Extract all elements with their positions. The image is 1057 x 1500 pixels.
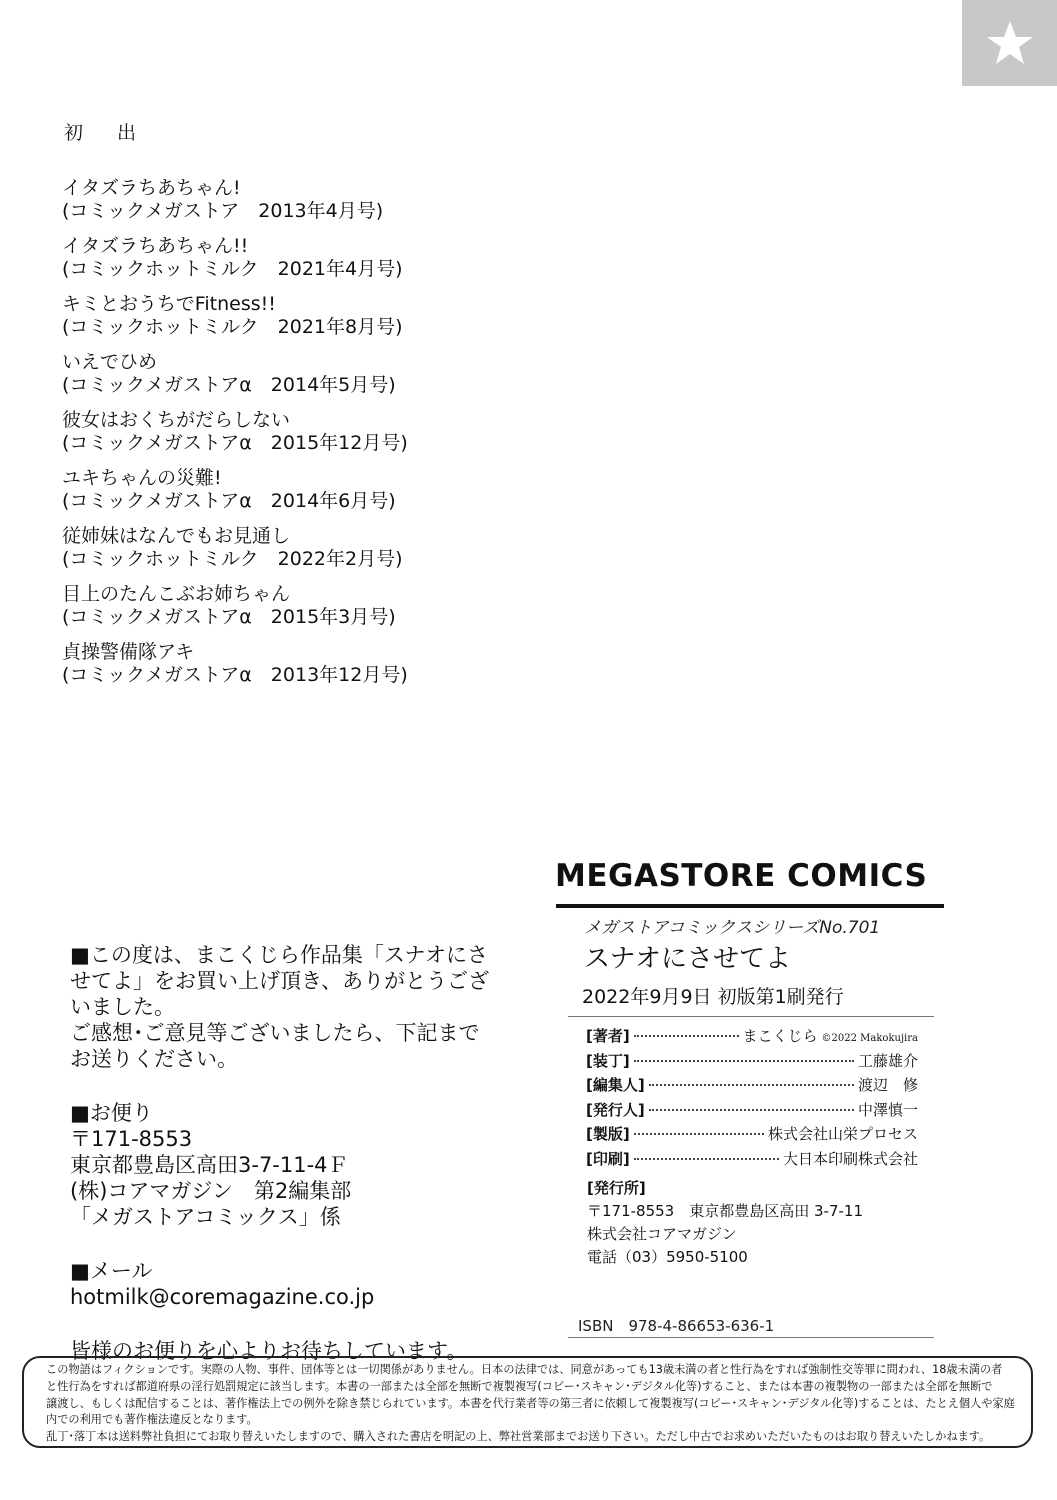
credit-row — [586, 1074, 918, 1099]
leader-dots — [634, 1133, 764, 1135]
leader-dots — [649, 1109, 854, 1111]
notice-line: 内での利用でも著作権法違反となります。 — [46, 1413, 258, 1427]
list-item — [62, 293, 408, 351]
work-source: (コミックメガストアα 2014年5月号) — [62, 374, 396, 396]
leader-dots — [649, 1084, 854, 1086]
credits-list — [586, 1025, 918, 1172]
credits-divider — [568, 1016, 934, 1017]
publisher-phone: 電話（03）5950-5100 — [587, 1248, 748, 1266]
publisher-company: 株式会社コアマガジン — [587, 1225, 737, 1243]
work-source: (コミックメガストアα 2013年12月号) — [62, 664, 408, 686]
leader-dots — [634, 1060, 854, 1062]
thanks-line: いました。 — [70, 995, 175, 1019]
email-heading: ■メール — [70, 1259, 153, 1283]
isbn-divider — [568, 1337, 934, 1338]
first-appearance-heading: 初 出 — [64, 122, 151, 144]
thanks-line: せてよ」をお買い上げ頂き、ありがとうござ — [70, 969, 490, 993]
first-appearance-list — [62, 177, 408, 699]
credit-name: 大日本印刷株式会社 — [782, 1149, 918, 1168]
brand-divider — [556, 904, 944, 908]
work-title: 目上のたんこぶお姉ちゃん — [62, 583, 291, 605]
notice-line: と性行為をすれば都道府県の淫行処罰規定に該当します。本書の一部または全部を無断で複製複写(コピー･スキャン･デジタル化等)すること、または本書の複製物の一部または全部を無断で — [46, 1379, 993, 1393]
work-source: (コミックメガストアα 2015年3月号) — [62, 606, 396, 628]
notice-line: この物語はフィクションです。実際の人物、事件、団体等とは一切関係がありません。日本の法律では、同意があっても13歳未満の者と性行為をすれば強制性交等罪に問われ、18歳未満の者 — [46, 1363, 1003, 1376]
series-number: メガストアコミックスシリーズNo.701 — [584, 918, 881, 938]
leader-dots — [634, 1158, 779, 1160]
work-source: (コミックホットミルク 2021年8月号) — [62, 316, 403, 338]
credit-role: [発行人] — [586, 1100, 645, 1119]
closing-line: 皆様のお便りを心よりお待ちしています。 — [70, 1339, 468, 1363]
publisher-brand-logo: MEGASTORE COMICS — [555, 858, 928, 894]
work-title: 彼女はおくちがだらしない — [62, 409, 291, 431]
credit-row — [586, 1123, 918, 1148]
credit-name: 中澤慎一 — [857, 1100, 918, 1119]
mail-company: (株)コアマガジン 第2編集部 — [70, 1179, 352, 1203]
credit-row — [586, 1050, 918, 1075]
email-block — [70, 1258, 510, 1310]
list-item — [62, 235, 408, 293]
work-source: (コミックホットミルク 2022年2月号) — [62, 548, 403, 570]
thanks-line: ■この度は、まこくじら作品集「スナオにさ — [70, 943, 488, 967]
email-address: hotmilk@coremagazine.co.jp — [70, 1285, 375, 1309]
thanks-line: ご感想･ご意見等ございましたら、下記まで — [70, 1021, 480, 1045]
work-source: (コミックホットミルク 2021年4月号) — [62, 258, 403, 280]
thanks-paragraph — [70, 942, 510, 1072]
publisher-address: 〒171-8553 東京都豊島区高田 3-7-11 — [587, 1202, 863, 1220]
work-source: (コミックメガストア 2013年4月号) — [62, 200, 384, 222]
credit-row — [586, 1025, 918, 1050]
credit-role: [製版] — [586, 1125, 630, 1143]
list-item — [62, 583, 408, 641]
credit-name: まこくじら — [742, 1027, 818, 1045]
work-title: イタズラちあちゃん! — [62, 177, 241, 199]
work-title: 従姉妹はなんでもお見通し — [62, 525, 291, 547]
credit-name: 株式会社山栄プロセス — [767, 1125, 918, 1143]
copyright-notice: ©2022 Makokujira — [821, 1033, 918, 1044]
list-item — [62, 177, 408, 235]
mail-address-block — [70, 1100, 510, 1230]
list-item — [62, 525, 408, 583]
list-item — [62, 641, 408, 699]
list-item — [62, 351, 408, 409]
work-title: イタズラちあちゃん!! — [62, 235, 249, 257]
list-item — [62, 467, 408, 525]
notice-line: 乱丁･落丁本は送料弊社負担にてお取り替えいたしますので、購入された書店を明記の上、弊社営業部までお送り下さい。ただし中古でお求めいただいたものはお取り替えいたしかねます。 — [46, 1430, 991, 1444]
credit-row — [586, 1099, 918, 1124]
work-title: ユキちゃんの災難! — [62, 467, 222, 489]
work-title: 貞操警備隊アキ — [62, 641, 195, 663]
legal-notice-box — [22, 1356, 1033, 1448]
work-source: (コミックメガストアα 2014年6月号) — [62, 490, 396, 512]
credit-role: [印刷] — [586, 1149, 630, 1168]
credit-role: [装丁] — [586, 1051, 630, 1070]
credit-role: [編集人] — [586, 1076, 645, 1094]
list-item — [62, 409, 408, 467]
mail-heading: ■お便り — [70, 1101, 153, 1125]
notice-line: 譲渡し、もしくは配信することは、著作権法上での例外を除き禁じられています。本書を代行業者等の第三者に依頼して複製複写(コピー･スキャン･デジタル化等)することは、たとえ個人や家庭 — [46, 1396, 1015, 1410]
credit-role: [著者] — [586, 1027, 630, 1045]
thanks-line: お送りください。 — [70, 1047, 238, 1071]
mail-department: 「メガストアコミックス」係 — [70, 1205, 341, 1229]
leader-dots — [634, 1035, 739, 1037]
credit-row — [586, 1148, 918, 1173]
work-title: キミとおうちでFitness!! — [62, 293, 276, 315]
corner-star-tab — [962, 0, 1057, 86]
mail-address: 東京都豊島区高田3-7-11-4Ｆ — [70, 1153, 349, 1177]
work-title: いえでひめ — [62, 351, 158, 373]
reader-message — [70, 942, 510, 1392]
book-title: スナオにさせてよ — [584, 944, 791, 974]
publisher-block — [587, 1177, 863, 1269]
isbn: ISBN 978-4-86653-636-1 — [578, 1317, 775, 1335]
publication-date: 2022年9月9日 初版第1刷発行 — [582, 986, 844, 1008]
publisher-role: [発行所] — [587, 1179, 646, 1197]
mail-postcode: 〒171-8553 — [70, 1127, 193, 1151]
credit-name: 工藤雄介 — [857, 1051, 918, 1070]
credit-name: 渡辺 修 — [857, 1076, 918, 1094]
star-icon — [985, 18, 1035, 68]
work-source: (コミックメガストアα 2015年12月号) — [62, 432, 408, 454]
